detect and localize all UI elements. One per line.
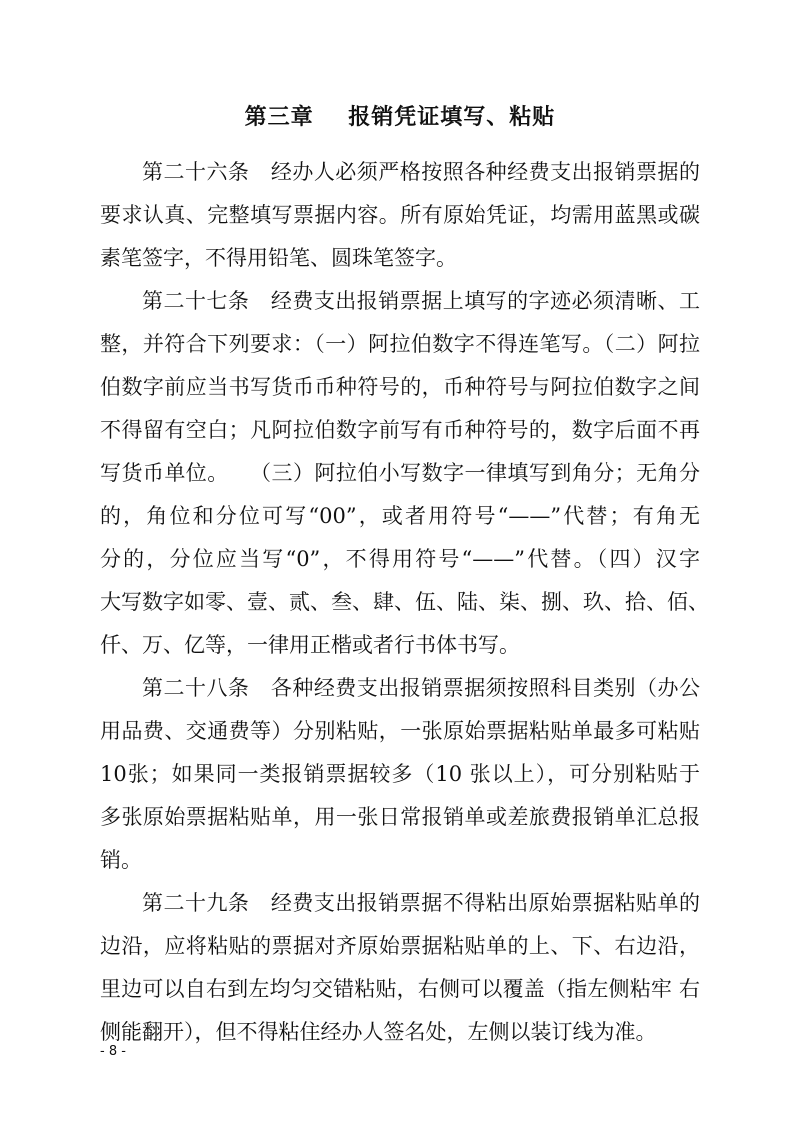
article-29-line-3: 里边可以自右到左均匀交错粘贴，右侧可以覆盖（指左侧粘牢 右 [100, 977, 700, 1001]
page-number: - 8 - [100, 1044, 126, 1059]
article-29-line-1: 第二十九条 经费支出报销票据不得粘出原始票据粘贴单的 [142, 891, 700, 915]
article-27-line-9: 仟、万、亿等，一律用正楷或者行书体书写。 [100, 633, 520, 657]
article-27-line-1: 第二十七条 经费支出报销票据上填写的字迹必须清晰、工 [142, 289, 700, 313]
article-27-line-2: 整，并符合下列要求：（一）阿拉伯数字不得连笔写。（二）阿拉 [100, 332, 700, 356]
article-28-line-5: 销。 [100, 848, 142, 872]
article-28-line-1: 第二十八条 各种经费支出报销票据须按照科目类别（办公 [142, 676, 700, 700]
article-27-line-8: 大写数字如零、壹、贰、叁、肆、伍、陆、柒、捌、玖、拾、佰、 [100, 590, 709, 614]
article-28-line-4: 多张原始票据粘贴单，用一张日常报销单或差旅费报销单汇总报 [100, 805, 700, 829]
article-29-line-4: 侧能翻开），但不得粘住经办人签名处，左侧以装订线为准。 [100, 1020, 657, 1044]
article-27-line-5: 写货币单位。 （三）阿拉伯小写数字一律填写到角分；无角分 [100, 461, 700, 485]
article-28-line-3: 10张；如果同一类报销票据较多（10 张以上），可分别粘贴于 [100, 762, 700, 786]
article-26-line-1: 第二十六条 经办人必须严格按照各种经费支出报销票据的 [142, 160, 700, 184]
article-26-line-2: 要求认真、完整填写票据内容。所有原始凭证，均需用蓝黑或碳 [100, 203, 700, 227]
article-28-line-2: 用品费、交通费等）分别粘贴，一张原始票据粘贴单最多可粘贴 [100, 719, 700, 743]
chapter-title: 第三章 报销凭证填写、粘贴 [244, 105, 556, 130]
article-27-line-7: 分的，分位应当写“0”，不得用符号“——”代替。（四）汉字 [100, 547, 700, 571]
article-27-line-4: 不得留有空白；凡阿拉伯数字前写有币种符号的，数字后面不再 [100, 418, 700, 442]
article-29-line-2: 边沿，应将粘贴的票据对齐原始票据粘贴单的上、下、右边沿， [100, 934, 700, 958]
article-27-line-6: 的，角位和分位可写“00”，或者用符号“——”代替；有角无 [100, 504, 700, 528]
article-26-line-3: 素笔签字，不得用铅笔、圆珠笔签字。 [100, 246, 457, 270]
article-27-line-3: 伯数字前应当书写货币币种符号的，币种符号与阿拉伯数字之间 [100, 375, 700, 399]
